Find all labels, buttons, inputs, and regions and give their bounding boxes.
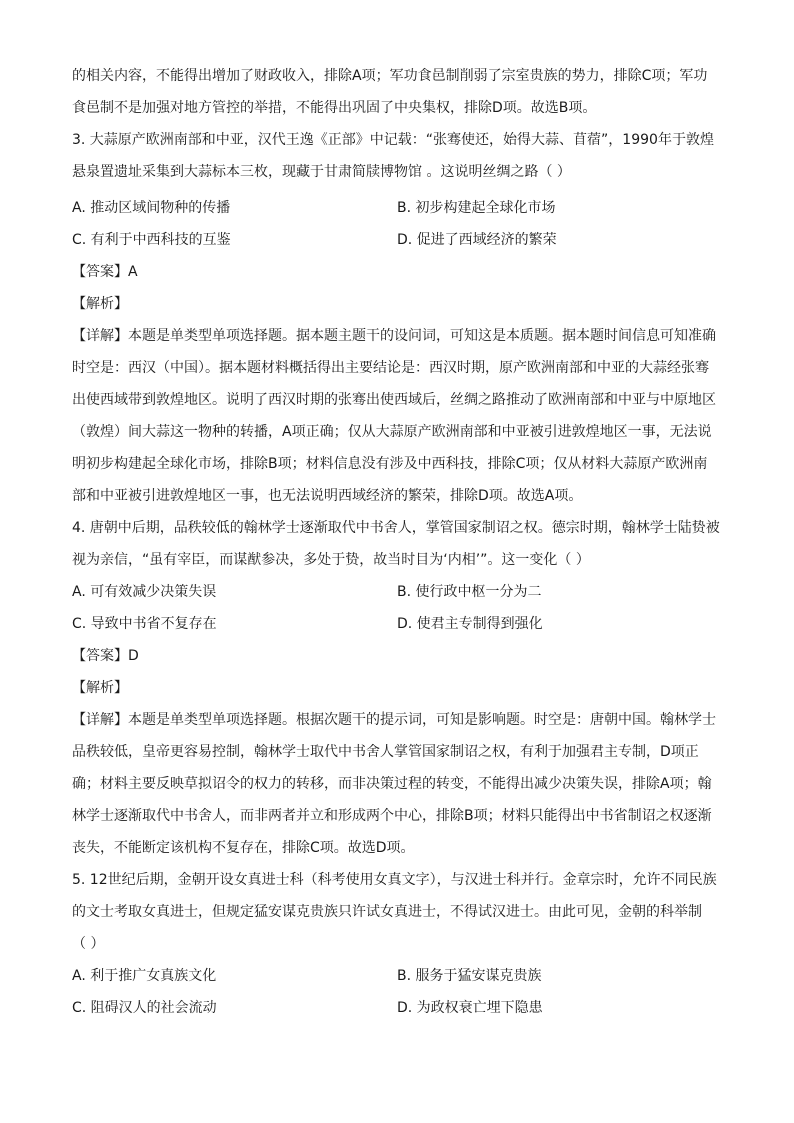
answer-label: 【答案】D: [72, 648, 139, 664]
option-d: D. 为政权衰亡埋下隐患: [397, 1000, 543, 1016]
options-row: [72, 576, 722, 608]
detail-line: 明初步构建起全球化市场，排除B项；材料信息没有涉及中西科技，排除C项；仅从材料大蒜原产欧洲南: [72, 456, 708, 472]
options-row: [72, 192, 722, 224]
question-stem-line: 3. 大蒜原产欧洲南部和中亚，汉代王逸《正部》中记载：“张骞使还，始得大蒜、苜蓿”，1990年于敦煌: [72, 132, 714, 148]
option-b: B. 初步构建起全球化市场: [397, 200, 556, 216]
option-b: B. 使行政中枢一分为二: [397, 584, 542, 600]
question-stem-line: 4. 唐朝中后期，品秩较低的翰林学士逐渐取代中书舍人，掌管国家制诏之权。德宗时期，翰林学士陆贽被: [72, 520, 720, 536]
detail-line: 部和中亚被引进敦煌地区一事，也无法说明西域经济的繁荣，排除D项。故选A项。: [72, 488, 583, 504]
detail-line: 确；材料主要反映草拟诏令的权力的转移，而非决策过程的转变，不能得出减少决策失误，排除A项；翰: [72, 776, 712, 792]
option-a: A. 利于推广女真族文化: [72, 968, 217, 984]
detail-line: 林学士逐渐取代中书舍人，而非两者并立和形成两个中心，排除B项；材料只能得出中书省制诏之权逐渐: [72, 808, 712, 824]
detail-line: 【详解】本题是单类型单项选择题。据本题主题干的设问词，可知这是本质题。据本题时间信息可知准确: [72, 328, 716, 344]
option-c: C. 阻碍汉人的社会流动: [72, 1000, 217, 1016]
answer-label: 【答案】A: [72, 264, 138, 280]
question-5: [72, 864, 722, 1024]
option-a: A. 可有效减少决策失误: [72, 584, 217, 600]
previous-analysis: [72, 60, 722, 124]
analysis-label: 【解析】: [72, 296, 128, 312]
option-c: C. 有利于中西科技的互鉴: [72, 232, 231, 248]
detail-line: 出使西域带到敦煌地区。说明了西汉时期的张骞出使西域后，丝绸之路推动了欧洲南部和中亚与中原地区: [72, 392, 716, 408]
option-b: B. 服务于猛安谋克贵族: [397, 968, 542, 984]
text-line: 食邑制不是加强对地方管控的举措，不能得出巩固了中央集权，排除D项。故选B项。: [72, 100, 597, 116]
options-row: [72, 960, 722, 992]
question-stem-line: （ ）: [72, 936, 105, 952]
detail-line: 品秩较低，皇帝更容易控制，翰林学士取代中书舍人掌管国家制诏之权，有利于加强君主专制，D项正: [72, 744, 699, 760]
option-d: D. 使君主专制得到强化: [397, 616, 543, 632]
question-stem-line: 悬泉置遗址采集到大蒜标本三枚，现藏于甘肃简牍博物馆 。这说明丝绸之路（ ）: [72, 164, 571, 180]
detail-line: 【详解】本题是单类型单项选择题。根据次题干的提示词，可知是影响题。时空是：唐朝中国。翰林学士: [72, 712, 716, 728]
detail-line: 时空是：西汉（中国）。据本题材料概括得出主要结论是：西汉时期，原产欧洲南部和中亚的大蒜经张骞: [72, 360, 709, 376]
question-stem-line: 的文士考取女真进士，但规定猛安谋克贵族只许试女真进士，不得试汉进士。由此可见，金朝的科举制: [72, 904, 702, 920]
question-stem-line: 视为亲信，“虽有宰臣，而谋猷参决，多处于贽，故当时目为‘内相’”。这一变化（ ）: [72, 552, 590, 568]
question-stem-line: 5. 12世纪后期，金朝开设女真进士科（科考使用女真文字），与汉进士科并行。金章宗时，允许不同民族: [72, 872, 717, 888]
option-a: A. 推动区域间物种的传播: [72, 200, 231, 216]
detail-line: 丧失，不能断定该机构不复存在，排除C项。故选D项。: [72, 840, 415, 856]
question-3: [72, 124, 722, 512]
question-4: [72, 512, 722, 864]
analysis-label: 【解析】: [72, 680, 128, 696]
text-line: 的相关内容，不能得出增加了财政收入，排除A项；军功食邑制削弱了宗室贵族的势力，排除C项；军功: [72, 68, 708, 84]
options-row: [72, 608, 722, 640]
options-row: [72, 992, 722, 1024]
options-row: [72, 224, 722, 256]
document-page: [72, 60, 722, 1024]
option-d: D. 促进了西域经济的繁荣: [397, 232, 557, 248]
detail-line: （敦煌）间大蒜这一物种的转播，A项正确；仅从大蒜原产欧洲南部和中亚被引进敦煌地区一事，无法说: [72, 424, 712, 440]
option-c: C. 导致中书省不复存在: [72, 616, 217, 632]
